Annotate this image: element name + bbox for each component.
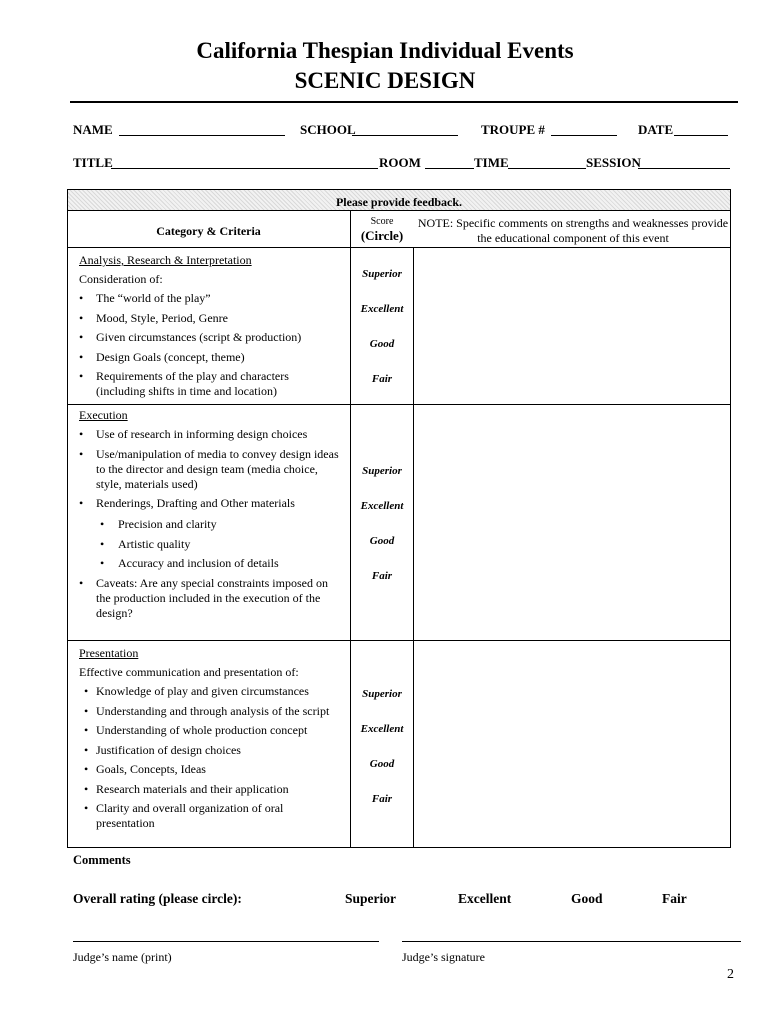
- troupe-field[interactable]: [551, 135, 617, 136]
- score-excellent[interactable]: Excellent: [360, 303, 404, 315]
- feedback-header: Please provide feedback.: [335, 195, 463, 209]
- category-column-header: Category & Criteria: [156, 224, 261, 238]
- score-fair[interactable]: Fair: [371, 373, 393, 385]
- time-label: TIME: [474, 155, 509, 170]
- overall-option-good[interactable]: Good: [571, 891, 603, 906]
- list-item: • Use of research in informing design choices: [79, 427, 344, 442]
- overall-option-superior[interactable]: Superior: [345, 891, 397, 906]
- overall-rating-label: Overall rating (please circle):: [73, 891, 242, 906]
- list-item: • Precision and clarity: [96, 517, 341, 532]
- score-fair[interactable]: Fair: [371, 570, 393, 582]
- criteria-list-analysis: [79, 291, 344, 404]
- session-field[interactable]: [638, 168, 730, 169]
- criteria-list-execution: [79, 427, 344, 516]
- score-superior[interactable]: Superior: [362, 688, 402, 700]
- score-superior[interactable]: Superior: [362, 465, 402, 477]
- section-intro-analysis: Consideration of:: [79, 272, 163, 286]
- comments-label: Comments: [73, 853, 131, 867]
- note-column-header: NOTE: Specific comments on strengths and weaknesses provide the educational component of this event: [417, 216, 729, 245]
- list-item: • Understanding and through analysis of the script: [84, 704, 342, 719]
- date-label: DATE: [638, 122, 674, 137]
- list-item: • Research materials and their application: [84, 782, 342, 797]
- list-item: • Understanding of whole production concept: [84, 723, 342, 738]
- overall-option-fair[interactable]: Fair: [662, 891, 687, 906]
- score-good[interactable]: Good: [369, 758, 395, 770]
- event-title: SCENIC DESIGN: [294, 68, 476, 93]
- judge-name-label: Judge’s name (print): [73, 950, 172, 964]
- score-good[interactable]: Good: [369, 338, 395, 350]
- list-item: • Requirements of the play and characters (including shifts in time and location): [79, 369, 344, 399]
- list-item: • Justification of design choices: [84, 743, 342, 758]
- criteria-list-presentation: [84, 684, 342, 836]
- page-number: 2: [727, 967, 734, 982]
- list-item: • Given circumstances (script & production): [79, 330, 344, 345]
- session-label: SESSION: [586, 155, 641, 170]
- table-rule: [67, 210, 731, 211]
- list-item: • Design Goals (concept, theme): [79, 350, 344, 365]
- table-rule: [413, 247, 414, 848]
- list-item: • Use/manipulation of media to convey design ideas to the director and design team (media choice, style, materials used): [79, 447, 344, 492]
- judge-signature-label: Judge’s signature: [402, 950, 485, 964]
- table-rule: [67, 247, 731, 248]
- score-superior[interactable]: Superior: [362, 268, 402, 280]
- table-rule: [67, 404, 731, 405]
- title-field[interactable]: [111, 168, 378, 169]
- list-item: • Caveats: Are any special constraints imposed on the production included in the execution of the design?: [79, 576, 344, 621]
- score-circle-label: (Circle): [360, 228, 404, 243]
- list-item: • Knowledge of play and given circumstances: [84, 684, 342, 699]
- table-rule: [67, 640, 731, 641]
- score-excellent[interactable]: Excellent: [360, 723, 404, 735]
- list-item: • The “world of the play”: [79, 291, 344, 306]
- section-heading-execution: Execution: [79, 408, 128, 422]
- criteria-sublist-execution: [96, 517, 341, 576]
- time-field[interactable]: [508, 168, 586, 169]
- list-item: • Accuracy and inclusion of details: [96, 556, 341, 571]
- score-column-header: Score: [370, 216, 394, 227]
- section-intro-presentation: Effective communication and presentation of:: [79, 665, 299, 679]
- title-divider: [70, 101, 738, 103]
- list-item: • Mood, Style, Period, Genre: [79, 311, 344, 326]
- judge-signature-field[interactable]: [402, 941, 741, 942]
- name-label: NAME: [73, 122, 113, 137]
- school-field[interactable]: [352, 135, 458, 136]
- room-label: ROOM: [379, 155, 421, 170]
- list-item: • Goals, Concepts, Ideas: [84, 762, 342, 777]
- troupe-label: TROUPE #: [481, 122, 545, 137]
- name-field[interactable]: [119, 135, 285, 136]
- school-label: SCHOOL: [300, 122, 356, 137]
- form-title: California Thespian Individual Events: [196, 38, 574, 63]
- overall-option-excellent[interactable]: Excellent: [458, 891, 512, 906]
- title-label: TITLE: [73, 155, 113, 170]
- criteria-list-execution-caveats: [79, 576, 344, 626]
- judge-name-field[interactable]: [73, 941, 379, 942]
- list-item: • Clarity and overall organization of oral presentation: [84, 801, 342, 831]
- score-good[interactable]: Good: [369, 535, 395, 547]
- date-field[interactable]: [674, 135, 728, 136]
- room-field[interactable]: [425, 168, 474, 169]
- list-item: • Artistic quality: [96, 537, 341, 552]
- section-heading-presentation: Presentation: [79, 646, 139, 660]
- section-heading-analysis: Analysis, Research & Interpretation: [79, 253, 252, 267]
- list-item: • Renderings, Drafting and Other materials: [79, 496, 344, 511]
- score-fair[interactable]: Fair: [371, 793, 393, 805]
- score-excellent[interactable]: Excellent: [360, 500, 404, 512]
